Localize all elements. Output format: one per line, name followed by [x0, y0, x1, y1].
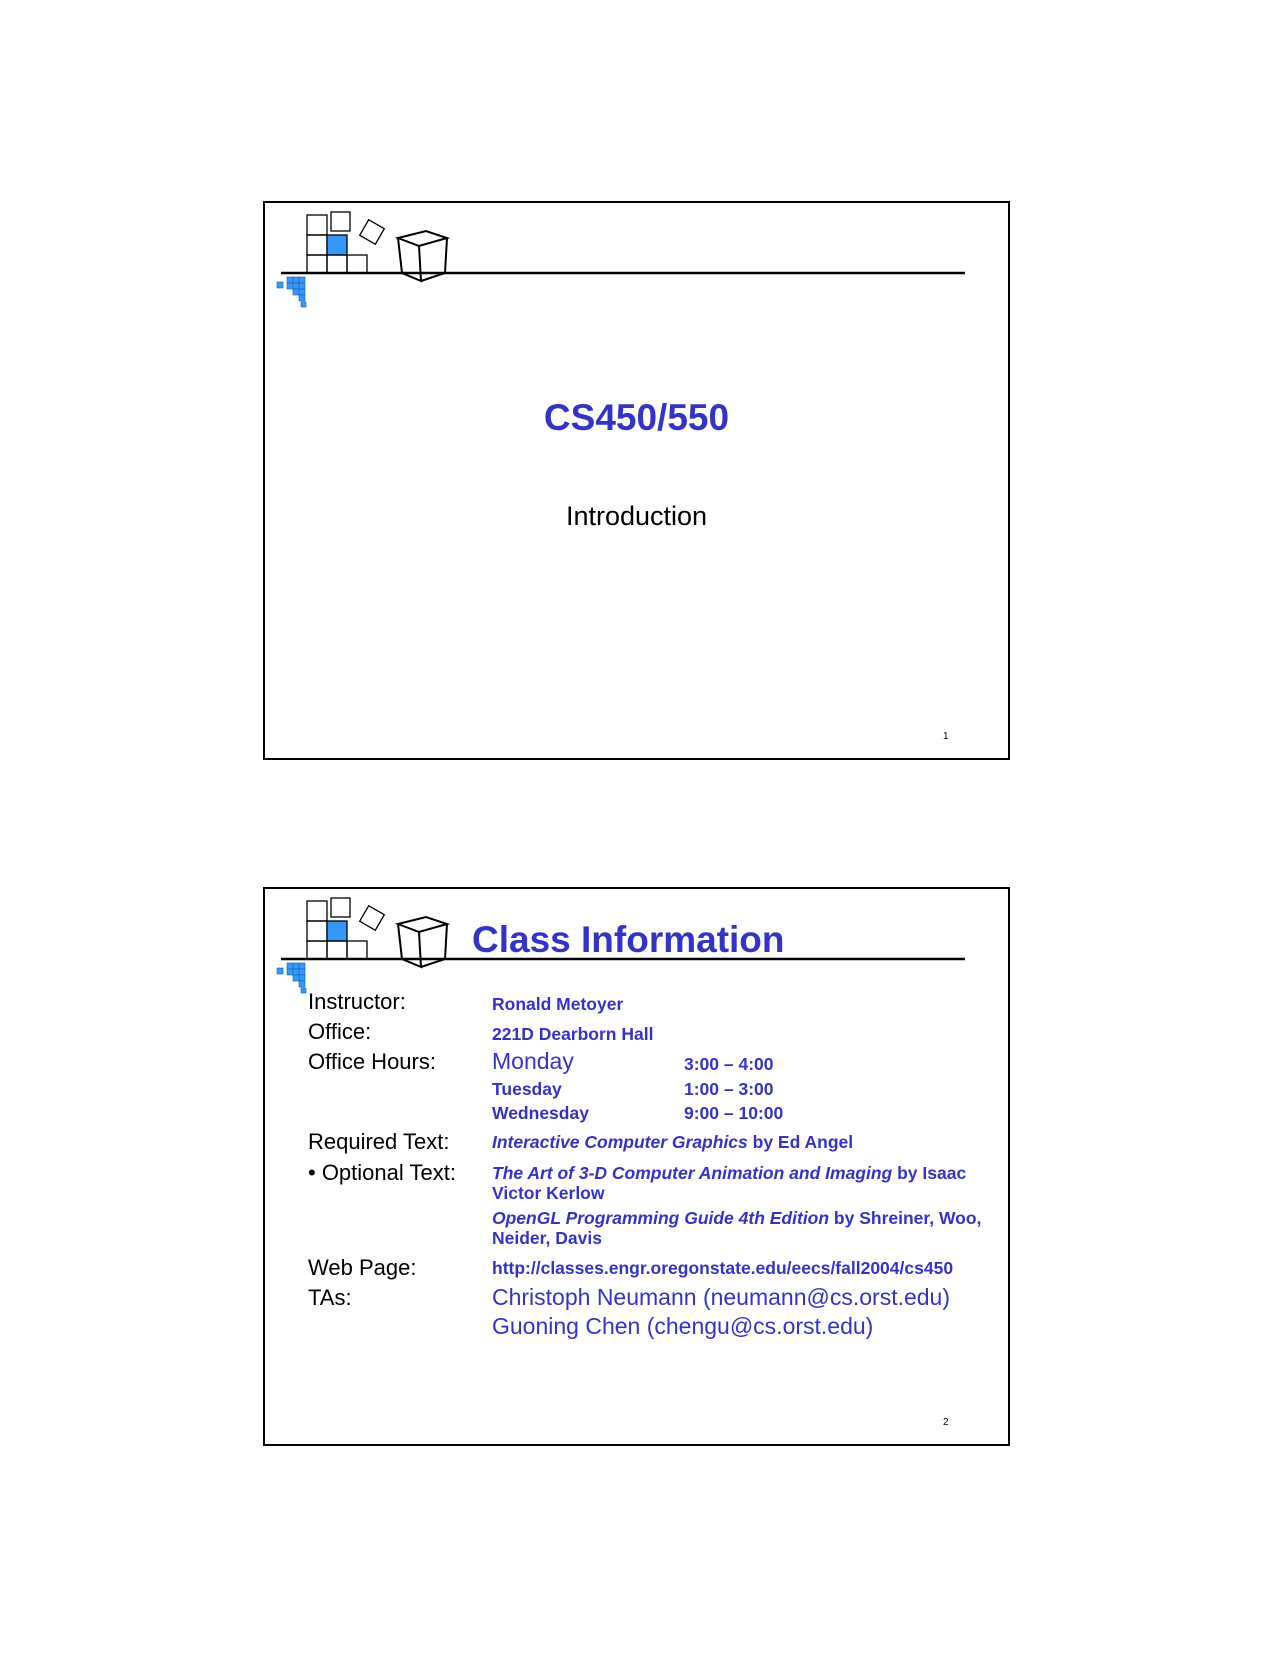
required-text-label: Required Text: [308, 1129, 450, 1154]
office-hours-day: Tuesday [492, 1079, 562, 1099]
slide-title: CS450/550 [543, 397, 730, 438]
book-title: Interactive Computer Graphics [492, 1132, 748, 1152]
web-page-link[interactable]: http://classes.engr.oregonstate.edu/eecs/fall2004/cs450 [492, 1258, 954, 1278]
slide-1 [263, 201, 1010, 760]
optional-book [492, 1208, 992, 1248]
instructor-value: Ronald Metoyer [492, 994, 624, 1014]
ta-name: Guoning Chen (chengu@cs.orst.edu) [492, 1313, 874, 1339]
page-number: 1 [943, 731, 949, 742]
office-hours-time: 1:00 – 3:00 [684, 1079, 774, 1099]
slide-2 [263, 887, 1010, 1446]
instructor-label: Instructor: [308, 989, 406, 1014]
office-hours-day: Wednesday [492, 1103, 589, 1123]
required-text-value [492, 1132, 992, 1152]
book-author: by Isaac Victor Kerlow [492, 1163, 967, 1203]
page-number: 2 [943, 1417, 949, 1428]
book-title: The Art of 3-D Computer Animation and Imaging [492, 1163, 893, 1183]
office-value: 221D Dearborn Hall [492, 1024, 654, 1044]
office-hours-time: 3:00 – 4:00 [684, 1054, 774, 1074]
tas-label: TAs: [308, 1285, 352, 1310]
slide-subtitle: Introduction [565, 501, 708, 531]
office-hours-label: Office Hours: [308, 1049, 436, 1074]
office-label: Office: [308, 1019, 372, 1044]
slide-logo-graphic [265, 203, 1012, 313]
office-hours-day: Monday [492, 1048, 574, 1074]
book-author: by Ed Angel [747, 1132, 854, 1152]
optional-book [492, 1163, 992, 1203]
web-page-label: Web Page: [308, 1255, 417, 1280]
book-title: OpenGL Programming Guide 4th Edition [492, 1208, 830, 1228]
office-hours-time: 9:00 – 10:00 [684, 1103, 784, 1123]
book-author: by Shreiner, Woo, Neider, Davis [492, 1208, 982, 1248]
optional-text-label: • Optional Text: [308, 1160, 456, 1185]
ta-name: Christoph Neumann (neumann@cs.orst.edu) [492, 1284, 951, 1310]
slide-title: Class Information [472, 919, 785, 960]
